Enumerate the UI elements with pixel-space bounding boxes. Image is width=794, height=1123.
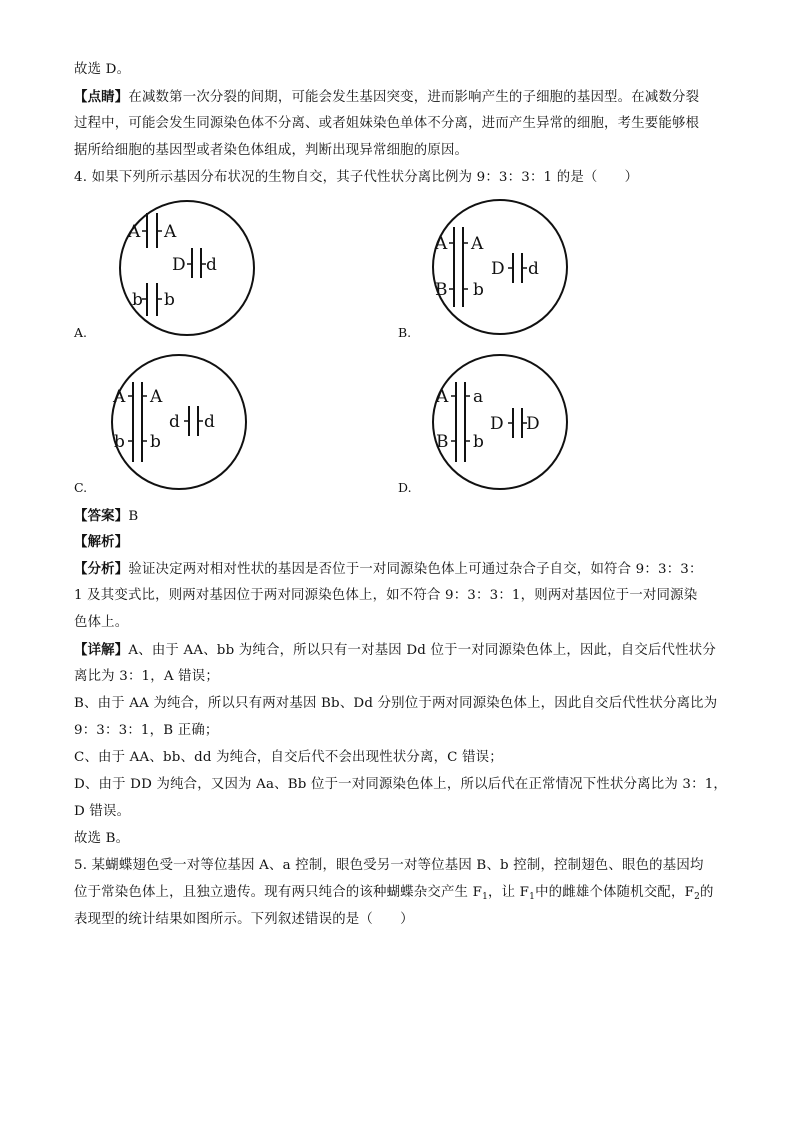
detail-line-6: D、由于 DD 为纯合，又因为 Aa、Bb 位于一对同源染色体上，所以后代在正常情况下性状分离比为 3：1， bbox=[74, 777, 728, 792]
gene-label: b bbox=[473, 280, 484, 300]
answer-line: 【答案】B bbox=[74, 508, 139, 524]
detail-line-7: D 错误。 bbox=[74, 804, 131, 819]
diagram-c bbox=[95, 352, 275, 492]
gene-label: D bbox=[490, 414, 504, 434]
gene-label: D bbox=[491, 259, 505, 279]
note-line-2: 过程中，可能会发生同源染色体不分离、或者姐妹染色单体不分离，进而产生异常的细胞，考生要能够根 bbox=[74, 116, 700, 131]
gene-label: d bbox=[206, 255, 217, 275]
option-a-label: A. bbox=[74, 325, 88, 340]
analysis-heading: 【解析】 bbox=[74, 534, 129, 550]
option-b-label: B. bbox=[398, 325, 412, 340]
question-5-line-1: 5. 某蝴蝶翅色受一对等位基因 A、a 控制，眼色受另一对等位基因 B、b 控制，控制翅色、眼色的基因均 bbox=[74, 858, 704, 873]
detail-line-2: 离比为 3：1，A 错误； bbox=[74, 669, 219, 684]
question-5-line-2: 位于常染色体上，且独立遗传。现有两只纯合的该种蝴蝶杂交产生 $F_1$，让 $F_1$中的雌雄个体随机交配，$F_2$的 bbox=[74, 885, 714, 902]
gene-label: b bbox=[150, 432, 161, 452]
gene-label: d bbox=[528, 259, 539, 279]
gene-label: b bbox=[114, 432, 125, 452]
question-4: 4. 如果下列所示基因分布状况的生物自交，其子代性状分离比例为 9：3：3：1 的是（ ） bbox=[74, 170, 639, 185]
analysis-line-3: 色体上。 bbox=[74, 615, 129, 630]
gene-label: A bbox=[471, 234, 484, 254]
detail-conclusion: 故选 B。 bbox=[74, 831, 130, 846]
gene-label: A bbox=[113, 387, 126, 407]
gene-label: D bbox=[526, 414, 540, 434]
detail-line-3: B、由于 AA 为纯合，所以只有两对基因 Bb、Dd 分别位于两对同源染色体上，因此自交后代性状分离比为 bbox=[74, 696, 718, 711]
option-c-label: C. bbox=[74, 480, 88, 495]
detail-line-1: 【详解】A、由于 AA、bb 为纯合，所以只有一对基因 Dd 位于一对同源染色体上，因此，自交后代性状分 bbox=[74, 642, 716, 658]
gene-label: b bbox=[164, 290, 175, 310]
note-line-1: 【点睛】在减数第一次分裂的间期，可能会发生基因突变，进而影响产生的子细胞的基因型。在减数分裂 bbox=[74, 89, 700, 105]
detail-line-5: C、由于 AA、bb、dd 为纯合，自交后代不会出现性状分离，C 错误； bbox=[74, 750, 503, 765]
gene-label: B bbox=[435, 280, 448, 300]
diagram-d bbox=[416, 352, 596, 492]
gene-label: A bbox=[436, 387, 449, 407]
gene-label: B bbox=[436, 432, 449, 452]
gene-label: b bbox=[473, 432, 484, 452]
gene-label: d bbox=[204, 412, 215, 432]
gene-label: A bbox=[164, 222, 177, 242]
analysis-line-1: 【分析】验证决定两对相对性状的基因是否位于一对同源染色体上可通过杂合子自交，如符合 9：3：3： bbox=[74, 561, 703, 577]
analysis-line-2: 1 及其变式比，则两对基因位于两对同源染色体上，如不符合 9：3：3：1，则两对基因位于一对同源染 bbox=[74, 588, 698, 603]
option-d-label: D. bbox=[398, 480, 412, 495]
gene-label: A bbox=[128, 222, 141, 242]
gene-label: b bbox=[132, 290, 143, 310]
gene-label: d bbox=[169, 412, 180, 432]
gene-label: A bbox=[150, 387, 163, 407]
conclusion-line: 故选 D。 bbox=[74, 62, 131, 77]
question-5-line-3: 表现型的统计结果如图所示。下列叙述错误的是（ ） bbox=[74, 912, 414, 927]
gene-label: A bbox=[435, 234, 448, 254]
detail-line-4: 9：3：3：1，B 正确； bbox=[74, 723, 219, 738]
diagram-a bbox=[95, 198, 285, 338]
note-line-3: 据所给细胞的基因型或者染色体组成，判断出现异常细胞的原因。 bbox=[74, 143, 469, 158]
gene-label: a bbox=[473, 387, 484, 407]
diagram-b bbox=[416, 197, 596, 337]
gene-label: D bbox=[172, 255, 186, 275]
